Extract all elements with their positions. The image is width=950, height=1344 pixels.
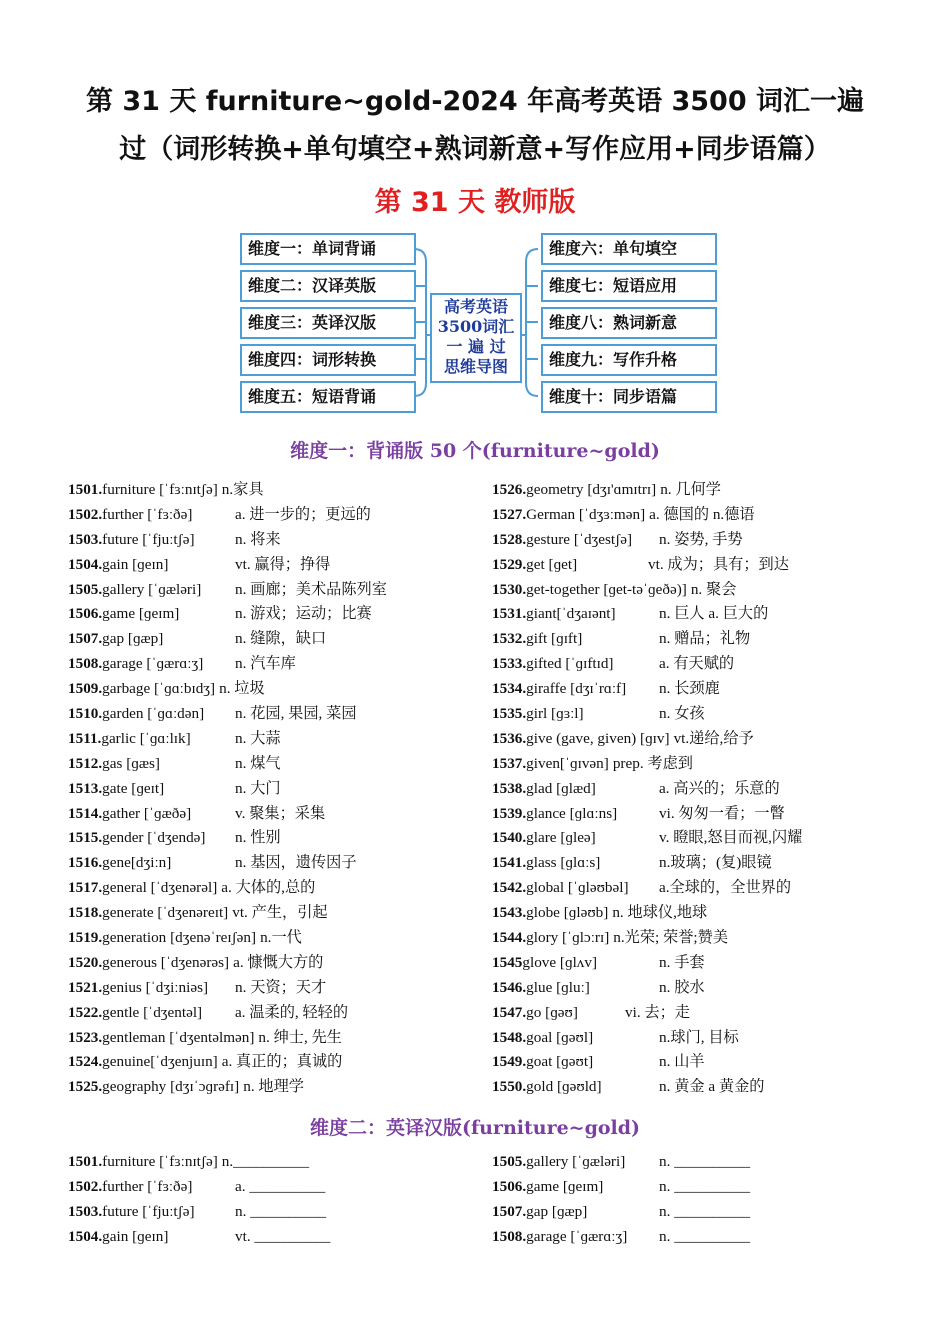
entry-word: go [ɡəʊ] — [526, 1003, 578, 1021]
section1-left-column — [68, 478, 478, 1100]
entry-meaning: n. 游戏；运动；比赛 — [235, 605, 372, 623]
entry-number: 1502. — [68, 505, 103, 523]
vocab-entry — [68, 627, 478, 652]
section1-right-column — [492, 478, 912, 1100]
entry-meaning: n. 花园, 果园, 菜园 — [235, 705, 357, 723]
entry-meaning: n. 大蒜 — [235, 729, 281, 747]
entry-number: 1538. — [492, 779, 527, 797]
entry-word: geography [dʒɪˈɔɡrəfɪ] — [102, 1078, 240, 1096]
mindmap-center-line4: 思维导图 — [443, 357, 508, 376]
entry-word: future [ˈfjuːtʃə] — [102, 530, 195, 548]
entry-word: future [ˈfjuːtʃə] — [102, 1202, 195, 1220]
entry-number: 1522. — [68, 1003, 103, 1021]
entry-meaning: n. 几何学 — [660, 481, 721, 498]
entry-number: 1503. — [68, 1202, 103, 1220]
entry-word: gain [ɡeɪn] — [102, 555, 169, 573]
vocab-entry — [492, 876, 912, 901]
entry-number: 1533. — [492, 655, 527, 673]
entry-word: gentleman [ˈdʒentəlmən] — [102, 1028, 255, 1046]
mindmap-right-3: 维度八：熟词新意 — [541, 307, 717, 339]
entry-number: 1515. — [68, 829, 103, 847]
vocab-entry — [68, 1075, 478, 1100]
vocab-entry — [492, 901, 912, 926]
vocab-entry — [68, 478, 478, 503]
entry-number: 1545 — [492, 953, 523, 971]
vocab-entry — [68, 652, 478, 677]
vocab-entry — [492, 528, 912, 553]
entry-word: game [ɡeɪm] — [102, 605, 180, 623]
vocab-entry — [68, 727, 478, 752]
vocab-entry — [68, 602, 478, 627]
entry-number: 1539. — [492, 804, 527, 822]
entry-meaning: v. 聚集；采集 — [235, 804, 326, 822]
entry-meaning: a. 温柔的, 轻轻的 — [235, 1003, 349, 1021]
entry-meaning: n. 大门 — [235, 779, 281, 797]
entry-number: 1527. — [492, 505, 527, 523]
entry-meaning: n. 姿势, 手势 — [659, 530, 743, 548]
mindmap-right-5: 维度十：同步语篇 — [541, 381, 717, 413]
vocab-entry — [492, 578, 912, 603]
entry-word: gap [ɡæp] — [102, 630, 164, 648]
entry-number: 1508. — [492, 1227, 527, 1245]
entry-word: gender [ˈdʒendə] — [102, 829, 206, 847]
entry-meaning: n. 地球仪,地球 — [612, 904, 708, 922]
entry-meaning: n. 将来 — [235, 530, 281, 548]
entry-number: 1530. — [492, 580, 527, 598]
section2-title: 维度二：英译汉版(furniture~gold) — [309, 1117, 641, 1139]
entry-meaning: a. 慷慨大方的 — [233, 953, 324, 971]
mindmap-center-line3: 一 遍 过 — [446, 337, 506, 356]
entry-meaning: a. __________ — [235, 1177, 326, 1195]
entry-meaning: vt. 产生，引起 — [232, 904, 328, 922]
vocab-entry — [68, 777, 478, 802]
entry-number: 1525. — [68, 1078, 103, 1096]
entry-meaning: n.玻璃；(复)眼镜 — [659, 854, 772, 872]
entry-number: 1543. — [492, 904, 527, 922]
entry-meaning: n.__________ — [221, 1153, 310, 1170]
entry-word: furniture [ˈfɜːnɪtʃə] — [102, 481, 218, 498]
vocab-entry — [68, 1200, 478, 1225]
mindmap-left-2: 维度二：汉译英版 — [240, 270, 416, 302]
entry-number: 1503. — [68, 530, 103, 548]
entry-meaning: n. __________ — [659, 1202, 751, 1220]
entry-meaning: vt. __________ — [235, 1227, 331, 1245]
entry-number: 1526. — [492, 481, 527, 498]
entry-word: garbage [ˈɡɑːbɪdʒ] — [102, 680, 216, 698]
entry-number: 1520. — [68, 953, 103, 971]
entry-meaning: n. 性别 — [235, 829, 281, 847]
entry-number: 1502. — [68, 1177, 103, 1195]
entry-meaning: prep. 考虑到 — [612, 754, 693, 772]
entry-number: 1504. — [68, 555, 103, 573]
entry-meaning: n. 女孩 — [659, 705, 705, 723]
entry-number: 1542. — [492, 879, 527, 897]
section1-title: 维度一：背诵版 50 个(furniture~gold) — [290, 440, 660, 462]
entry-word: gift [ɡɪft] — [526, 630, 583, 648]
entry-number: 1506. — [68, 605, 103, 623]
entry-meaning: n. __________ — [659, 1227, 751, 1245]
entry-word: geometry [dʒɪ'ɑmɪtrɪ] — [526, 481, 657, 498]
entry-word: furniture [ˈfɜːnɪtʃə] — [102, 1153, 218, 1170]
entry-meaning: n. 长颈鹿 — [659, 680, 720, 698]
entry-number: 1501. — [68, 1153, 103, 1170]
entry-word: garage [ˈɡærɑːʒ] — [102, 655, 204, 673]
entry-number: 1505. — [68, 580, 103, 598]
teacher-edition-subtitle: 第 31 天 教师版 — [374, 187, 576, 218]
entry-number: 1519. — [68, 929, 103, 947]
entry-number: 1512. — [68, 754, 103, 772]
entry-meaning: vt.递给,给予 — [673, 729, 754, 747]
vocab-entry — [68, 802, 478, 827]
mindmap-center — [430, 293, 522, 383]
entry-word: further [ˈfɜːðə] — [102, 1177, 193, 1195]
entry-number: 1518. — [68, 904, 103, 922]
entry-number: 1544. — [492, 929, 527, 947]
vocab-entry — [492, 826, 912, 851]
entry-word: gallery [ˈɡæləri] — [526, 1153, 626, 1170]
mindmap-left-5: 维度五：短语背诵 — [240, 381, 416, 413]
entry-number: 1547. — [492, 1003, 527, 1021]
entry-word: general [ˈdʒenərəl] — [102, 879, 218, 897]
entry-number: 1541. — [492, 854, 527, 872]
mindmap-right-1: 维度六：单句填空 — [541, 233, 717, 265]
vocab-entry — [492, 702, 912, 727]
entry-meaning: n. 山羊 — [659, 1053, 705, 1071]
entry-word: glory [ˈɡlɔːrɪ] — [526, 929, 610, 947]
entry-number: 1510. — [68, 705, 103, 723]
entry-meaning: n.光荣; 荣誉;赞美 — [613, 929, 729, 947]
entry-word: giant[ˈdʒaɪənt] — [526, 605, 616, 623]
entry-meaning: n. 缝隙，缺口 — [235, 630, 327, 648]
entry-meaning: n. 垃圾 — [219, 680, 265, 698]
entry-word: further [ˈfɜːðə] — [102, 505, 193, 523]
document-title-line2: 过（词形转换+单句填空+熟词新意+写作应用+同步语篇） — [119, 134, 831, 165]
entry-word: generous [ˈdʒenərəs] — [102, 953, 230, 971]
entry-word: glove [ɡlʌv] — [522, 953, 598, 971]
vocab-entry — [68, 702, 478, 727]
vocab-entry — [492, 802, 912, 827]
mindmap-center-line1: 高考英语 — [443, 297, 508, 316]
entry-meaning: vt. 成为；具有；到达 — [648, 555, 789, 573]
entry-word: German [ˈdʒɜːmən] — [526, 505, 646, 523]
vocab-entry — [68, 528, 478, 553]
vocab-entry — [68, 1001, 478, 1026]
entry-meaning: n.家具 — [221, 481, 264, 498]
entry-meaning: n. 汽车库 — [235, 655, 296, 673]
entry-word: genius [ˈdʒiːniəs] — [102, 978, 209, 996]
entry-meaning: a. 进一步的；更远的 — [235, 505, 371, 523]
entry-meaning: n. __________ — [659, 1153, 751, 1170]
entry-word: glad [ɡlæd] — [526, 779, 596, 797]
vocab-entry — [492, 1001, 912, 1026]
vocab-entry — [492, 851, 912, 876]
entry-number: 1523. — [68, 1028, 103, 1046]
entry-number: 1514. — [68, 804, 103, 822]
entry-word: globe [ɡləʊb] — [526, 904, 609, 922]
entry-meaning: n.球门, 目标 — [659, 1028, 739, 1046]
entry-number: 1549. — [492, 1053, 527, 1071]
entry-meaning: vi. 匆匆一看；一瞥 — [659, 804, 785, 822]
vocab-entry — [492, 478, 912, 503]
entry-word: gain [ɡeɪn] — [102, 1227, 169, 1245]
entry-meaning: n. __________ — [235, 1202, 327, 1220]
entry-word: gate [ɡeɪt] — [102, 779, 165, 797]
entry-number: 1528. — [492, 530, 527, 548]
entry-number: 1507. — [492, 1202, 527, 1220]
entry-meaning: n. 煤气 — [235, 754, 281, 772]
vocab-entry — [492, 677, 912, 702]
entry-word: global [ˈɡləʊbəl] — [526, 879, 629, 897]
entry-word: goal [ɡəʊl] — [526, 1028, 594, 1046]
vocab-entry — [492, 503, 912, 528]
vocab-entry — [492, 1075, 912, 1100]
entry-number: 1507. — [68, 630, 103, 648]
entry-meaning: a. 有天赋的 — [659, 655, 735, 673]
entry-meaning: n. 巨人 a. 巨大的 — [659, 605, 769, 623]
entry-number: 1540. — [492, 829, 527, 847]
entry-number: 1535. — [492, 705, 527, 723]
entry-number: 1524. — [68, 1053, 103, 1071]
vocab-entry — [68, 553, 478, 578]
entry-number: 1537. — [492, 754, 527, 772]
entry-number: 1532. — [492, 630, 527, 648]
entry-meaning: n. 地理学 — [243, 1078, 304, 1096]
vocab-entry — [68, 1225, 478, 1250]
entry-meaning: n. 手套 — [659, 953, 705, 971]
entry-word: giraffe [dʒɪˈrɑːf] — [526, 680, 627, 698]
section2-left-column — [68, 1150, 478, 1250]
entry-number: 1508. — [68, 655, 103, 673]
entry-number: 1513. — [68, 779, 103, 797]
entry-word: gold [ɡəʊld] — [526, 1078, 602, 1096]
entry-word: garlic [ˈɡɑːlɪk] — [101, 729, 191, 747]
entry-word: goat [ɡəʊt] — [526, 1053, 594, 1071]
vocab-entry — [68, 876, 478, 901]
entry-word: get-together [ɡet-təˈɡeðə)] — [526, 580, 687, 598]
vocab-entry — [492, 1175, 912, 1200]
vocab-entry — [68, 578, 478, 603]
entry-number: 1531. — [492, 605, 527, 623]
vocab-entry — [492, 976, 912, 1001]
vocab-entry — [492, 553, 912, 578]
entry-word: get [ɡet] — [526, 555, 578, 573]
vocab-entry — [68, 926, 478, 951]
entry-meaning: n. 基因，遗传因子 — [235, 854, 357, 872]
entry-meaning: n. 画廊；美术品陈列室 — [235, 580, 387, 598]
entry-meaning: n. 聚会 — [690, 580, 737, 598]
entry-meaning: n. 胶水 — [659, 978, 705, 996]
entry-number: 1546. — [492, 978, 527, 996]
entry-number: 1506. — [492, 1177, 527, 1195]
entry-word: girl [ɡɜːl] — [526, 705, 584, 723]
entry-word: genuine[ˈdʒenjuɪn] — [102, 1053, 218, 1071]
entry-number: 1550. — [492, 1078, 527, 1096]
vocab-entry — [492, 926, 912, 951]
entry-meaning: a. 大体的,总的 — [221, 879, 316, 897]
entry-word: glance [ɡlɑːns] — [526, 804, 618, 822]
vocab-entry — [68, 951, 478, 976]
vocab-entry — [492, 777, 912, 802]
entry-word: garden [ˈɡɑːdən] — [102, 705, 205, 723]
vocab-entry — [492, 1150, 912, 1175]
entry-word: gas [ɡæs] — [102, 754, 160, 772]
mindmap-left-4: 维度四：词形转换 — [240, 344, 416, 376]
mindmap-right-2: 维度七：短语应用 — [541, 270, 717, 302]
section2-right-column — [492, 1150, 912, 1250]
entry-meaning: n. 绅士, 先生 — [258, 1028, 342, 1046]
entry-number: 1534. — [492, 680, 527, 698]
entry-word: generation [dʒenəˈreɪʃən] — [102, 929, 257, 947]
entry-word: gifted [ˈɡɪftɪd] — [526, 655, 614, 673]
mindmap-left-1: 维度一：单词背诵 — [240, 233, 416, 265]
entry-number: 1517. — [68, 879, 103, 897]
vocab-entry — [68, 677, 478, 702]
entry-meaning: n. 赠品；礼物 — [659, 630, 751, 648]
vocab-entry — [492, 727, 912, 752]
entry-number: 1529. — [492, 555, 527, 573]
mindmap-center-line2: 3500词汇 — [437, 317, 515, 336]
entry-number: 1548. — [492, 1028, 527, 1046]
document-title-line1: 第 31 天 furniture~gold-2024 年高考英语 3500 词汇一遍 — [85, 86, 865, 117]
vocab-entry — [492, 1225, 912, 1250]
vocab-entry — [492, 652, 912, 677]
entry-meaning: n.一代 — [260, 929, 302, 947]
entry-meaning: n. 天资；天才 — [235, 978, 327, 996]
entry-number: 1511. — [68, 729, 102, 747]
entry-word: glue [ɡluː] — [526, 978, 590, 996]
vocab-entry — [68, 976, 478, 1001]
entry-word: gather [ˈɡæðə] — [102, 804, 192, 822]
vocab-entry — [68, 1026, 478, 1051]
vocab-entry — [68, 1050, 478, 1075]
entry-meaning: n. __________ — [659, 1177, 751, 1195]
entry-meaning: a. 高兴的；乐意的 — [659, 779, 780, 797]
entry-number: 1504. — [68, 1227, 103, 1245]
entry-word: gene[dʒiːn] — [102, 854, 172, 872]
entry-meaning: v. 瞪眼,怒目而视,闪耀 — [659, 829, 803, 847]
entry-meaning: vi. 去；走 — [625, 1003, 690, 1021]
entry-number: 1516. — [68, 854, 103, 872]
vocab-entry — [68, 752, 478, 777]
entry-number: 1501. — [68, 481, 103, 498]
entry-word: give (gave, given) [ɡɪv] — [526, 729, 670, 747]
vocab-entry — [68, 503, 478, 528]
entry-word: gallery [ˈɡæləri] — [102, 580, 202, 598]
entry-word: garage [ˈɡærɑːʒ] — [526, 1227, 628, 1245]
entry-number: 1536. — [492, 729, 527, 747]
mindmap-left-3: 维度三：英译汉版 — [240, 307, 416, 339]
vocab-entry — [492, 1200, 912, 1225]
mindmap-right-4: 维度九：写作升格 — [541, 344, 717, 376]
entry-word: gentle [ˈdʒentəl] — [102, 1003, 203, 1021]
entry-number: 1509. — [68, 680, 103, 698]
entry-meaning: a. 真正的；真诚的 — [221, 1053, 343, 1071]
entry-word: glare [ɡleə] — [526, 829, 596, 847]
entry-meaning: a.全球的，全世界的 — [659, 879, 792, 897]
vocab-entry — [492, 1050, 912, 1075]
entry-meaning: vt. 赢得；挣得 — [235, 555, 331, 573]
vocab-entry — [68, 901, 478, 926]
entry-number: 1505. — [492, 1153, 527, 1170]
vocab-entry — [492, 627, 912, 652]
entry-word: glass [ɡlɑːs] — [526, 854, 601, 872]
entry-word: game [ɡeɪm] — [526, 1177, 604, 1195]
vocab-entry — [492, 1026, 912, 1051]
vocab-entry — [492, 602, 912, 627]
vocab-entry — [68, 851, 478, 876]
entry-word: gesture [ˈdʒestʃə] — [526, 530, 633, 548]
vocab-entry — [492, 752, 912, 777]
entry-word: gap [ɡæp] — [526, 1202, 588, 1220]
entry-word: generate [ˈdʒenəreɪt] — [102, 904, 229, 922]
entry-meaning: a. 德国的 n.德语 — [649, 505, 755, 523]
vocab-entry — [68, 1175, 478, 1200]
entry-number: 1521. — [68, 978, 103, 996]
vocab-entry — [68, 1150, 478, 1175]
vocab-entry — [492, 951, 912, 976]
vocab-entry — [68, 826, 478, 851]
entry-word: given[ˈɡɪvən] — [526, 754, 609, 772]
entry-meaning: n. 黄金 a 黄金的 — [659, 1078, 765, 1096]
